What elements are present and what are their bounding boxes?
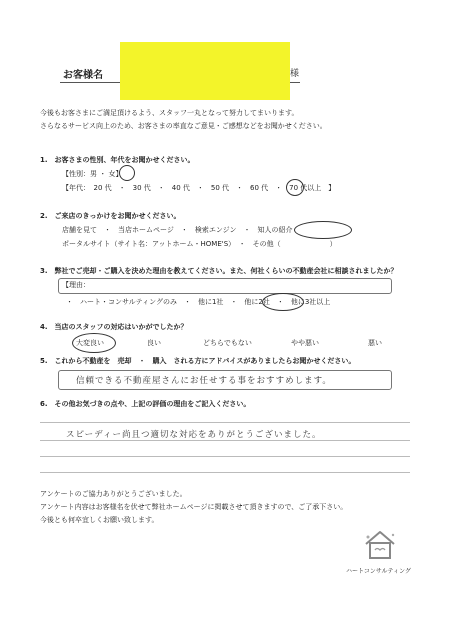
q3-title: 3. 弊社でご売却・ご購入を決めた理由を教えてください。また、何社くらいの不動産会社に相談されましたか？ <box>40 267 398 275</box>
q4-option: 大変良い <box>76 339 104 347</box>
answer-circle <box>294 221 352 239</box>
reason-box <box>58 278 392 294</box>
answer-circle <box>72 333 116 353</box>
q6-title: 6. その他お気づきの点や、上記の評価の理由をご記入ください。 <box>40 400 251 408</box>
writing-line <box>40 440 410 441</box>
writing-line <box>40 472 410 473</box>
writing-line <box>40 456 410 457</box>
writing-line <box>40 422 410 423</box>
footer-line-1: アンケートのご協力ありがとうございました。 <box>40 490 187 498</box>
intro-line-1: 今後もお客さまにご満足頂けるよう、スタッフ一丸となって努力してまいります。 <box>40 109 299 117</box>
q4-option: 良い <box>147 339 161 347</box>
house-logo-icon <box>360 528 400 562</box>
customer-name-label: お客様名 <box>63 70 103 81</box>
q4-title: 4. 当店のスタッフの対応はいかがでしたか？ <box>40 323 188 331</box>
footer-line-2: アンケート内容はお客様名を伏せて弊社ホームページに掲載させて頂きますので、ご了承下さい。 <box>40 503 348 511</box>
q2-title: 2. ご来店のきっかけをお聞かせください。 <box>40 212 181 220</box>
q2-line-2: ポータルサイト（サイト名：アットホーム・HOME'S） ・ その他（ ） <box>62 240 337 248</box>
answer-circle <box>119 165 135 181</box>
q2-line-1: 店舗を見て ・ 当店ホームページ ・ 検索エンジン ・ 知人の紹介 <box>62 226 293 234</box>
name-suffix: 様 <box>290 69 300 79</box>
q1-age: 【年代： 20 代 ・ 30 代 ・ 40 代 ・ 50 代 ・ 60 代 ・ 70 代以上 】 <box>62 184 336 192</box>
answer-circle <box>262 293 304 311</box>
answer-circle <box>286 179 304 196</box>
q3-reason-label: 【理由： <box>62 281 90 289</box>
intro-line-2: さらなるサービス向上のため、お客さまの率直なご意見・ご感想などをお聞かせください。 <box>40 122 327 130</box>
q1-title: 1. お客さまの性別、年代をお聞かせください。 <box>40 156 195 164</box>
q5-handwritten-answer: 信頼できる不動産屋さんにお任せする事をおすすめします。 <box>76 376 332 386</box>
company-logo-text: ハートコンサルティング <box>346 568 411 575</box>
q5-title: 5. これから不動産を 売却 ・ 購入 される方にアドバイスがありましたらお聞かせください。 <box>40 357 356 365</box>
q4-option: やや悪い <box>291 339 319 347</box>
footer-line-3: 今後とも何卒宜しくお願い致します。 <box>40 516 159 524</box>
q3-options: ・ ハート・コンサルティングのみ ・ 他に1社 ・ 他に2社 ・ 他に3社以上 <box>66 298 331 306</box>
q6-handwritten-answer: スピーディー尚且つ適切な対応をありがとうございました。 <box>66 430 322 440</box>
q4-option: どちらでもない <box>203 339 252 347</box>
q4-option: 悪い <box>368 339 382 347</box>
redaction-box <box>120 42 290 100</box>
q1-gender: 【性別：男 ・ 女】 <box>62 170 123 178</box>
